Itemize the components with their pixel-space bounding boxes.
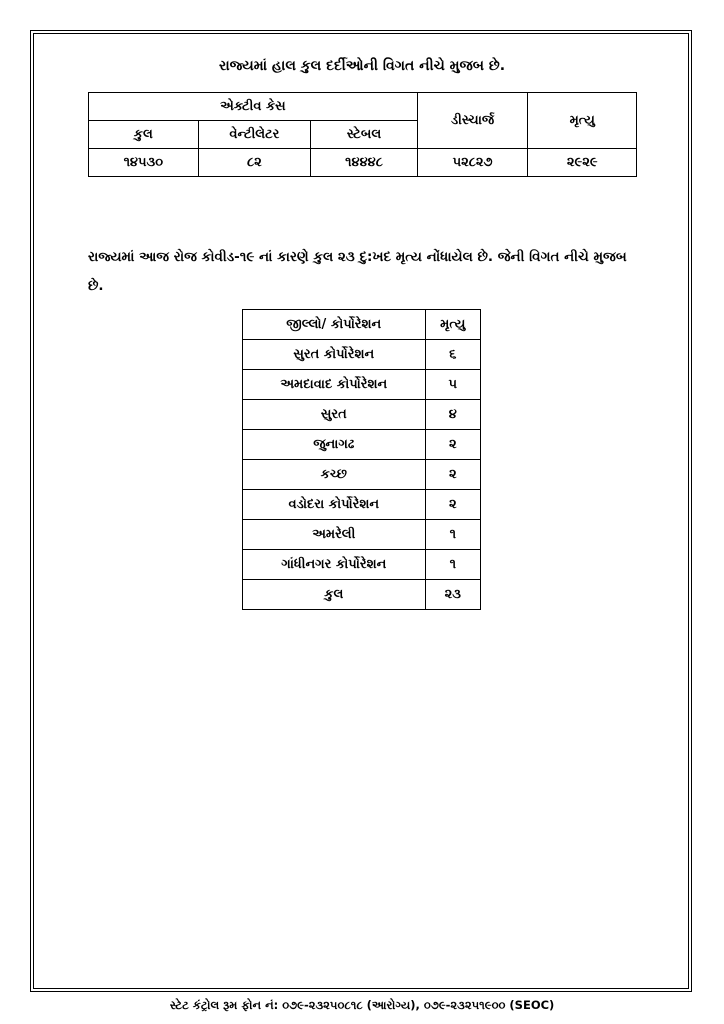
page-title: રાજ્યમાં હાલ કુલ દર્દીઓની વિગત નીચે મુજબ છે.: [218, 58, 506, 74]
ventilator-header: વેન્ટીલેટર: [198, 121, 311, 149]
table-row: [243, 520, 481, 550]
district-deaths: ૫: [425, 370, 480, 400]
district-deaths: ૧: [425, 520, 480, 550]
district-deaths: ૨: [425, 430, 480, 460]
district-name: અમરેલી: [243, 520, 426, 550]
table-row: [243, 400, 481, 430]
district-name: જુનાગઢ: [243, 430, 426, 460]
table-row: [243, 340, 481, 370]
district-deaths: ૧: [425, 550, 480, 580]
district-name: વડોદરા કોર્પોરેશન: [243, 490, 426, 520]
district-name: સુરત: [243, 400, 426, 430]
table-row: [243, 370, 481, 400]
stable-value: ૧૪૪૪૮: [311, 149, 418, 177]
district-deaths: ૨: [425, 460, 480, 490]
active-cases-header: એક્ટીવ કેસ: [89, 93, 418, 121]
deaths-header: મૃત્યુ: [528, 93, 637, 149]
discharge-header: ડીસ્ચાર્જ: [417, 93, 528, 149]
district-name: ગાંધીનગર કોર્પોરેશન: [243, 550, 426, 580]
deaths-paragraph: રાજ્યમાં આજ રોજ કોવીડ-૧૯ નાં કારણે કુલ ૨૩ દુ:ખદ મૃત્ય નોંધાયેલ છે. જેની વિગત નીચે મુજબ છે.: [88, 249, 627, 294]
deaths-value: ૨૯૨૯: [528, 149, 637, 177]
stable-header: સ્ટેબલ: [311, 121, 418, 149]
ventilator-value: ૮૨: [198, 149, 311, 177]
district-name: અમદાવાદ કોર્પોરેશન: [243, 370, 426, 400]
table-row: [243, 490, 481, 520]
table-row: [243, 460, 481, 490]
district-deaths-table: [242, 309, 481, 610]
district-name: કચ્છ: [243, 460, 426, 490]
summary-table: [88, 92, 637, 177]
total-row: [243, 580, 481, 610]
total-label: કુલ: [243, 580, 426, 610]
total-header: કુલ: [89, 121, 199, 149]
district-deaths-header: મૃત્યુ: [425, 310, 480, 340]
district-deaths: ૬: [425, 340, 480, 370]
table-row: [243, 430, 481, 460]
table-row: [243, 550, 481, 580]
district-header: જીલ્લો/ કોર્પોરેશન: [243, 310, 426, 340]
district-deaths: ૪: [425, 400, 480, 430]
district-name: સુરત કોર્પોરેશન: [243, 340, 426, 370]
total-value: ૧૪૫૩૦: [89, 149, 199, 177]
total-deaths: ૨૩: [425, 580, 480, 610]
footer-contact: સ્ટેટ કંટ્રોલ રૂમ ફોન નં: ૦૭૯-૨૩૨૫૦૮૧૮ (આરોગ્ય), ૦૭૯-૨૩૨૫૧૯૦૦ (SEOC): [169, 998, 555, 1012]
district-deaths: ૨: [425, 490, 480, 520]
discharge-value: ૫૨૮૨૭: [417, 149, 528, 177]
